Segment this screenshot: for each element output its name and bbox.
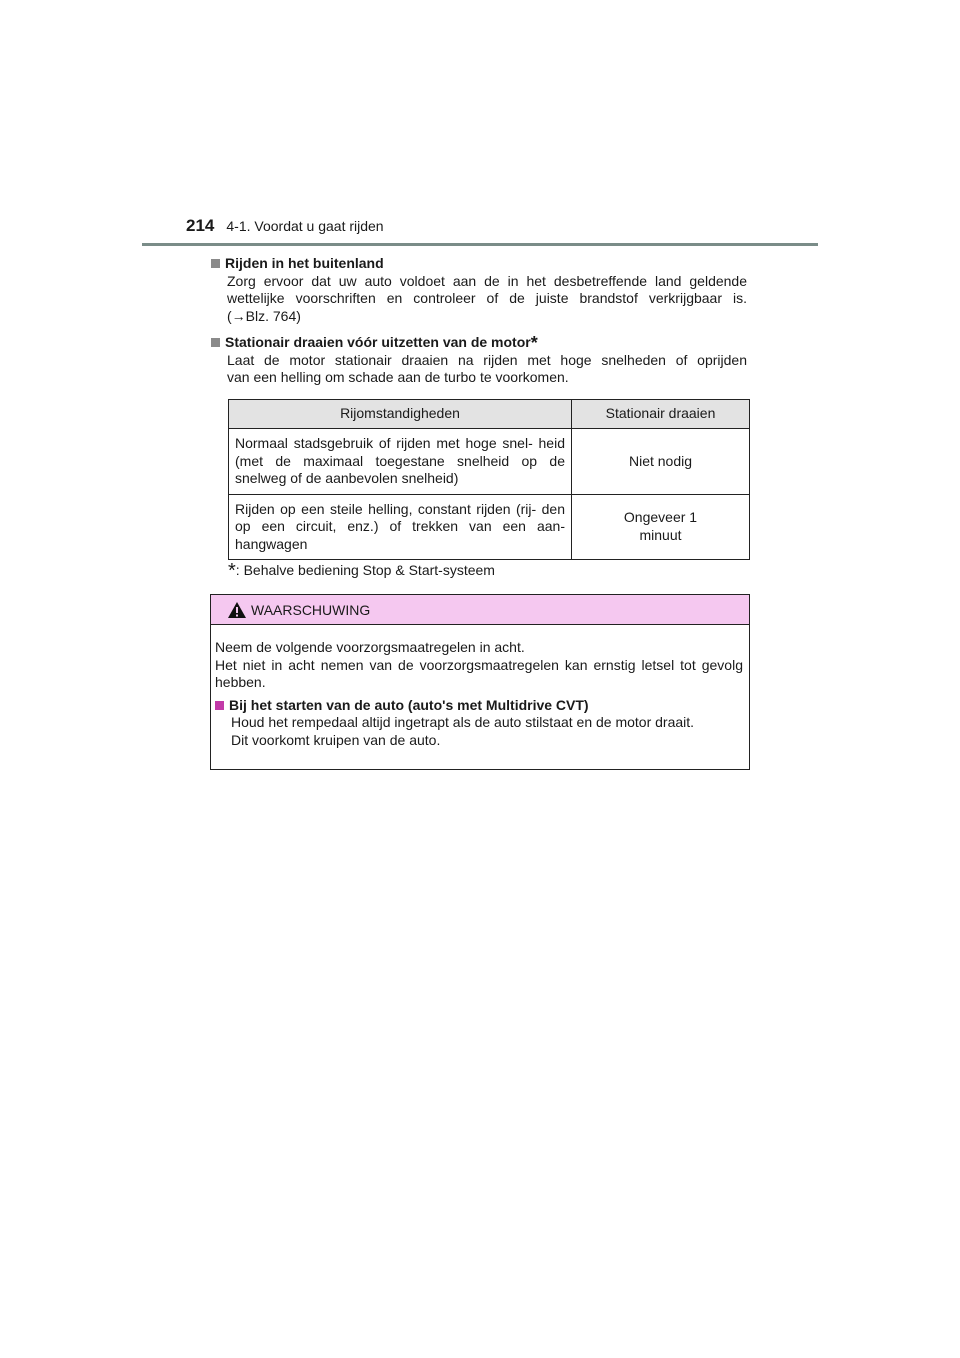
section-body: Zorg ervoor dat uw auto voldoet aan de in het desbetreffende land geldende wettelijke voorschriften en controleer of de juiste brandstof verkrijgbaar is. (→Blz. 764) xyxy=(227,272,747,324)
table-row xyxy=(229,494,750,560)
warning-triangle-icon xyxy=(227,601,247,619)
section-title: 4-1. Voordat u gaat rijden xyxy=(226,218,384,234)
square-bullet-icon xyxy=(215,701,224,710)
asterisk-mark: * xyxy=(228,560,236,582)
warning-subheading: Bij het starten van de auto (auto's met Multidrive CVT) xyxy=(215,697,743,715)
warning-box xyxy=(210,594,750,770)
column-header: Stationair draaien xyxy=(572,400,750,429)
idle-cell: Niet nodig xyxy=(572,429,750,495)
warning-body: Neem de volgende voorzorgsmaatregelen in acht. Het niet in acht nemen van de voorzorgsmaatregelen kan ernstig letsel tot gevolg hebben. Bij het starten van de auto (auto's met Multidrive CVT) Houd het rempedaal altijd ingetrapt als de auto stilstaat en de motor draait. Dit voorkomt kruipen van de auto. xyxy=(215,639,743,748)
header-rule xyxy=(142,243,818,246)
warning-header xyxy=(211,595,749,625)
warning-title: WAARSCHUWING xyxy=(251,601,371,618)
idle-table xyxy=(228,399,750,560)
condition-cell: Normaal stadsgebruik of rijden met hoge snel- heid (met de maximaal toegestane snelheid op de snelweg of de aanbevolen snelheid) xyxy=(229,429,572,495)
page-header xyxy=(186,216,384,236)
column-header: Rijomstandigheden xyxy=(229,400,572,429)
section-heading: Rijden in het buitenland xyxy=(211,255,747,273)
square-bullet-icon xyxy=(211,338,220,347)
condition-cell: Rijden op een steile helling, constant rijden (rij- den op een circuit, enz.) of trekken van een aan- hangwagen xyxy=(229,494,572,560)
section-idle xyxy=(211,334,747,387)
page-number: 214 xyxy=(186,216,215,235)
section-driving-abroad xyxy=(211,255,747,325)
section-heading: Stationair draaien vóór uitzetten van de motor * xyxy=(211,334,747,352)
table-header-row xyxy=(229,400,750,429)
footnote: *: Behalve bediening Stop & Start-systeem xyxy=(228,560,495,582)
section-body: Laat de motor stationair draaien na rijden met hoge snelheden of oprijden van een helling om schade aan de turbo te voorkomen. xyxy=(227,351,747,385)
table-row xyxy=(229,429,750,495)
square-bullet-icon xyxy=(211,259,220,268)
idle-cell: Ongeveer 1 minuut xyxy=(572,494,750,560)
